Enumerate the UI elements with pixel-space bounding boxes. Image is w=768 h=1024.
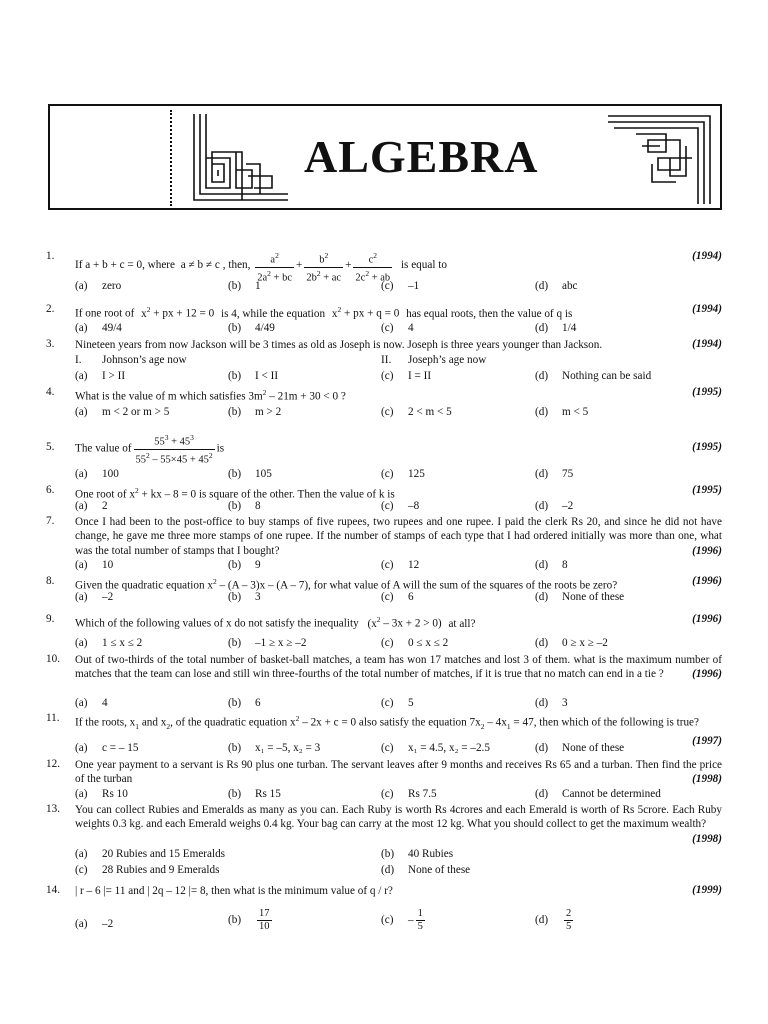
question-text: One year payment to a servant is Rs 90 plus one turban. The servant leaves after 9 months and receives Rs 65 and a turban. Then find the price of the turban (1998)	[75, 759, 722, 786]
year-tag: (1996)	[692, 613, 722, 625]
fraction-value: $\frac{1}{5}$	[417, 908, 423, 932]
option-b: (b) 3	[228, 591, 261, 603]
option-a: (a) Rs 10	[75, 788, 128, 800]
option-a: (a) 20 Rubies and 15 Emeralds	[75, 848, 226, 860]
options-8	[0, 591, 768, 607]
option-d: (d) m < 5	[535, 406, 589, 418]
year-tag: (1995)	[692, 441, 722, 453]
question-12	[0, 758, 768, 788]
option-a: (a) 2	[75, 500, 108, 512]
question-text: If the roots, $x_1$ and $x_2$, of the quadratic equation $x^2 - 2x + c = 0$ also satisfy the equation $7x_2 - 4x_1 = 47$, then which of the following is true? (1997)	[75, 714, 722, 748]
question-text: One root of $x^2$ + kx – 8 = 0 is square of the other. Then the value of k is	[75, 486, 395, 501]
question-number: 1.	[46, 250, 55, 262]
option-d: (d) 75	[535, 468, 574, 480]
option-b: (b) I < II	[228, 370, 279, 382]
options-11	[0, 742, 768, 758]
options-13-row-2	[0, 864, 768, 880]
left-knot-ornament	[190, 112, 292, 206]
option-a: (a) 49/4	[75, 322, 122, 334]
options-5	[0, 468, 768, 484]
question-text: Out of two-thirds of the total number of basket-ball matches, a team has won 17 matches and lost 3 of them. what is the maximum number of matches that the team can lose and still win three-fourths of the total number of matches, if it is true that no match can end in a tie ? (1996)	[75, 654, 722, 681]
option-a: (a) I > II	[75, 370, 126, 382]
options-4	[0, 406, 768, 422]
option-c: (c) 12	[381, 559, 420, 571]
option-b: (b) 6	[228, 697, 261, 709]
option-c: (c) I = II	[381, 370, 432, 382]
question-number: 8.	[46, 575, 55, 587]
option-d: (d) None of these	[535, 591, 625, 603]
option-b: (b) $\frac{17}{10}$	[228, 908, 270, 932]
year-tag: (1994)	[692, 338, 722, 350]
question-number: 9.	[46, 613, 55, 625]
question-text: Once I had been to the post-office to buy stamps of five rupees, two rupees and one rupee. I paid the clerk Rs 20, and since he did not have change, he gave me three more stamps of one rupee. If the number of stamps of each type that I had ordered initially was more than one, what was the total number of stamps that I bought? (1996)	[75, 516, 722, 557]
option-d: (d) 1/4	[535, 322, 577, 334]
year-tag: (1999)	[692, 884, 722, 896]
year-tag: (1997)	[692, 735, 722, 748]
options-12	[0, 788, 768, 804]
year-tag: (1996)	[692, 668, 722, 681]
question-8	[0, 575, 768, 591]
question-9	[0, 613, 768, 629]
option-c: (c) x₁ = 4.5, x₂ = –2.5	[381, 742, 490, 754]
option-a: (a) zero	[75, 280, 122, 292]
statements-3	[0, 354, 768, 370]
option-b: (b) 9	[228, 559, 261, 571]
options-3	[0, 370, 768, 386]
fraction-value: $\frac{2}{5}$	[566, 908, 572, 932]
year-tag: (1998)	[692, 832, 722, 845]
question-5	[0, 432, 768, 465]
year-tag: (1995)	[692, 484, 722, 496]
question-number: 5.	[46, 441, 55, 453]
option-a: (a) 100	[75, 468, 119, 480]
question-number: 7.	[46, 515, 55, 527]
question-1	[0, 250, 768, 283]
option-d: (d) Nothing can be said	[535, 370, 652, 382]
question-text: | r – 6 |= 11 and | 2q – 12 |= 8, then what is the minimum value of q / r?	[75, 885, 393, 897]
option-a: (a) –2	[75, 918, 114, 930]
options-9	[0, 637, 768, 653]
option-a: (a) c = – 15	[75, 742, 139, 754]
question-number: 14.	[46, 884, 60, 896]
option-d: (d) Cannot be determined	[535, 788, 661, 800]
dotted-divider	[170, 110, 172, 206]
options-1	[0, 280, 768, 296]
option-d: (d) abc	[535, 280, 578, 292]
year-tag: (1995)	[692, 386, 722, 398]
year-tag: (1996)	[692, 575, 722, 587]
option-b: (b) 40 Rubies	[381, 848, 454, 860]
option-b: (b) m > 2	[228, 406, 282, 418]
option-b: (b) 4/49	[228, 322, 275, 334]
page-title: ALGEBRA	[304, 131, 539, 182]
question-10	[0, 653, 768, 697]
option-b: (b) 1	[228, 280, 261, 292]
question-7	[0, 515, 768, 559]
question-number: 3.	[46, 338, 55, 350]
question-text: Which of the following values of x do not satisfy the inequality $(x^2 - 3x + 2 > 0)$ at all?	[75, 615, 476, 630]
option-a: (a) –2	[75, 591, 114, 603]
option-d: (d) 8	[535, 559, 568, 571]
option-c: (c) 2 < m < 5	[381, 406, 452, 418]
question-text: What is the value of m which satisfies $3m^2 - 21m + 30 < 0$ ?	[75, 388, 346, 403]
option-a: (a) 10	[75, 559, 114, 571]
fraction-term: $\frac{c^2}{2c^2 + ab}$	[355, 251, 391, 283]
options-14	[0, 908, 768, 942]
question-13	[0, 803, 768, 847]
options-13-row-1	[0, 848, 768, 864]
question-number: 2.	[46, 303, 55, 315]
option-d: (d) –2	[535, 500, 574, 512]
title-banner	[48, 104, 722, 210]
options-2	[0, 322, 768, 338]
year-tag: (1998)	[692, 773, 722, 786]
option-c: (c) 4	[381, 322, 414, 334]
option-c: (c) –1	[381, 280, 420, 292]
option-d: (d) 3	[535, 697, 568, 709]
question-text: The value of $\frac{55^3 + 45^3}{55^2 - 55\times 45 + 45^2}$ is	[75, 433, 225, 465]
question-6	[0, 484, 768, 500]
statement-2: II. Joseph’s age now	[381, 354, 487, 366]
question-text: If one root of $x^2$ + px + 12 = 0 is 4, while the equation $x^2$ + px + q = 0 has equal roots, then the value of q is	[75, 305, 573, 320]
option-d: (d) None of these	[535, 742, 625, 754]
option-a: (a) m < 2 or m > 5	[75, 406, 170, 418]
question-number: 13.	[46, 803, 60, 815]
option-a: (a) 4	[75, 697, 108, 709]
question-number: 4.	[46, 386, 55, 398]
option-c: (c) 0 ≤ x ≤ 2	[381, 637, 449, 649]
option-c: (c) 125	[381, 468, 425, 480]
option-c: (c) 28 Rubies and 9 Emeralds	[75, 864, 220, 876]
question-14	[0, 884, 768, 900]
year-tag: (1994)	[692, 303, 722, 315]
question-text: Nineteen years from now Jackson will be 3 times as old as Joseph is now. Joseph is three years younger than Jackson.	[75, 339, 603, 351]
option-c: (c) – $\frac{1}{5}$	[381, 908, 423, 932]
option-c: (c) –8	[381, 500, 420, 512]
question-text: If a + b + c = 0, where a ≠ b ≠ c , then, $\frac{a^2}{2a^2 + bc}$ + $\frac{b^2}{2b^2 + ac}$ + $\frac{c^2}{2c^2 + ab}$ is equal to	[75, 251, 447, 283]
option-d: (d) 0 ≥ x ≥ –2	[535, 637, 608, 649]
fraction-term: $\frac{b^2}{2b^2 + ac}$	[306, 251, 342, 283]
option-c: (c) 5	[381, 697, 414, 709]
fraction-term: $\frac{55^3 + 45^3}{55^2 - 55\times 45 + 45^2}$	[135, 433, 213, 465]
question-text: Given the quadratic equation $x^2 - (A - 3)x - (A - 7)$, for what value of A will the sum of the squares of the roots be zero?	[75, 577, 618, 592]
question-number: 10.	[46, 653, 60, 665]
question-number: 12.	[46, 758, 60, 770]
options-10	[0, 697, 768, 713]
options-7	[0, 559, 768, 575]
options-6	[0, 500, 768, 516]
option-b: (b) Rs 15	[228, 788, 281, 800]
option-a: (a) 1 ≤ x ≤ 2	[75, 637, 143, 649]
question-text: You can collect Rubies and Emeralds as many as you can. Each Ruby is worth Rs 4crores and each Emerald is worth of Rs 5crore. Each Ruby weights 0.3 kg. and each Emerald weighs 0.4 kg. Your bag can carry at the most 12 kg. What you should collect to get the maximum wealth? (1998)	[75, 804, 722, 845]
option-c: (c) 6	[381, 591, 414, 603]
question-4	[0, 386, 768, 402]
option-d: (d) None of these	[381, 864, 471, 876]
question-2	[0, 303, 768, 319]
option-b: (b) 105	[228, 468, 272, 480]
year-tag: (1994)	[692, 250, 722, 262]
option-c: (c) Rs 7.5	[381, 788, 437, 800]
question-number: 6.	[46, 484, 55, 496]
year-tag: (1996)	[692, 544, 722, 557]
option-b: (b) x₁ = –5, x₂ = 3	[228, 742, 321, 754]
question-3	[0, 338, 768, 354]
option-b: (b) –1 ≥ x ≥ –2	[228, 637, 307, 649]
fraction-term: $\frac{a^2}{2a^2 + bc}$	[257, 251, 293, 283]
right-knot-ornament	[606, 112, 714, 206]
fraction-value: $\frac{17}{10}$	[259, 908, 270, 932]
option-b: (b) 8	[228, 500, 261, 512]
statement-1: I. Johnson’s age now	[75, 354, 187, 366]
question-number: 11.	[46, 712, 60, 724]
option-d: (d) $\frac{2}{5}$	[535, 908, 572, 932]
